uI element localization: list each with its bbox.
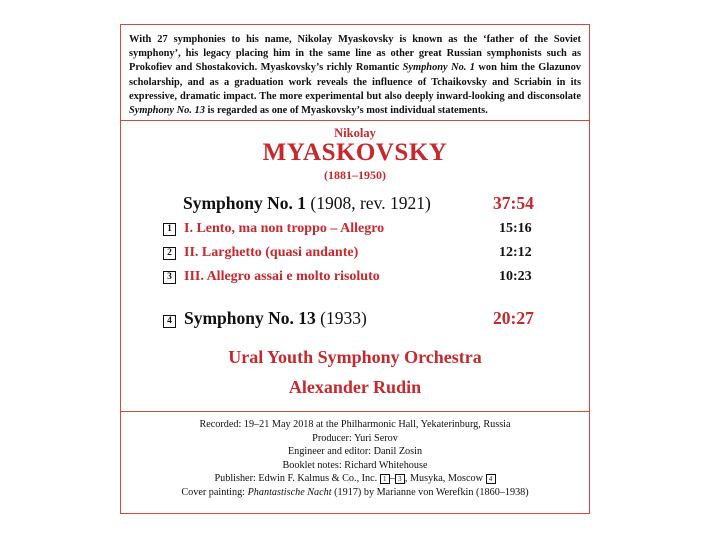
track-title: II. Larghetto (quasi andante) — [184, 245, 359, 260]
track-duration: 15:16 — [499, 221, 532, 236]
work-duration: 37:54 — [493, 193, 534, 213]
publisher-dash: – — [389, 473, 395, 485]
credit-publisher — [121, 472, 589, 486]
publisher-text: Publisher: Edwin F. Kalmus & Co., Inc. — [214, 473, 380, 485]
credit-producer: Producer: Yuri Serov — [312, 432, 398, 444]
credit-notes: Booklet notes: Richard Whitehouse — [282, 459, 428, 471]
work-symphony-13 — [163, 308, 367, 329]
orchestra-name: Ural Youth Symphony Orchestra — [228, 347, 482, 367]
description-paragraph — [129, 33, 581, 118]
track-duration: 12:12 — [499, 245, 532, 260]
work-symphony-1 — [183, 193, 431, 214]
composer-dates: (1881–1950) — [324, 168, 386, 182]
description-work-2: Symphony No. 13 — [129, 105, 205, 117]
work-title: Symphony No. 1 — [183, 193, 307, 213]
track-number: 1 — [163, 223, 176, 236]
track-number: 2 — [163, 247, 176, 260]
bottom-divider — [121, 411, 589, 412]
description-work-1: Symphony No. 1 — [402, 62, 475, 74]
track-title: III. Allegro assai e molto risoluto — [184, 269, 380, 284]
recording-credits — [121, 418, 589, 500]
track-duration: 10:23 — [499, 269, 532, 284]
credit-recorded: Recorded: 19–21 May 2018 at the Philharmonic Hall, Yekaterinburg, Russia — [199, 419, 511, 430]
conductor-name: Alexander Rudin — [288, 377, 422, 397]
track-row — [163, 245, 358, 261]
track-number: 4 — [486, 474, 496, 484]
composer-first-name: Nikolay — [334, 126, 376, 140]
track-number: 3 — [395, 474, 405, 484]
track-row — [163, 269, 380, 285]
track-number: 3 — [163, 271, 176, 284]
description-text-2: won him the Glazunov scholarship, and as a graduation work reveals the influence of Tchaikovsky and Scriabin in its expressive, dramatic impact. The more experimental but also deeply inward-looking and disconsolate — [129, 62, 581, 102]
track-title: I. Lento, ma non troppo – Allegro — [184, 221, 385, 236]
work-year: (1908, rev. 1921) — [310, 193, 431, 213]
description-text-3: is regarded as one of Myaskovsky’s most individual statements. — [204, 105, 488, 117]
top-divider — [121, 120, 589, 121]
cover-title: Phantastische Nacht — [247, 486, 332, 498]
work-duration: 20:27 — [493, 308, 534, 328]
work-year: (1933) — [320, 308, 367, 328]
composer-last-name: MYASKOVSKY — [262, 139, 448, 166]
credit-cover — [121, 486, 589, 500]
track-row — [163, 221, 384, 237]
cover-artist: (1917) by Marianne von Werefkin (1860–1938) — [331, 486, 529, 498]
publisher-text-2: , Musyka, Moscow — [404, 473, 486, 485]
description-text-1: With 27 symphonies to his name, Nikolay Myaskovsky is known as the ‘father of the Soviet symphony’, his legacy placing him in the same line as other great Russian symphonists such as Prokofiev and Shostakovich. Myaskovsky’s richly Romantic — [129, 34, 581, 74]
track-number: 4 — [163, 315, 176, 328]
work-title: Symphony No. 13 — [184, 308, 316, 328]
track-number: 1 — [380, 474, 390, 484]
booklet-back-panel — [120, 24, 590, 514]
cover-label: Cover painting: — [181, 486, 248, 498]
credit-engineer: Engineer and editor: Danil Zosin — [287, 446, 423, 458]
